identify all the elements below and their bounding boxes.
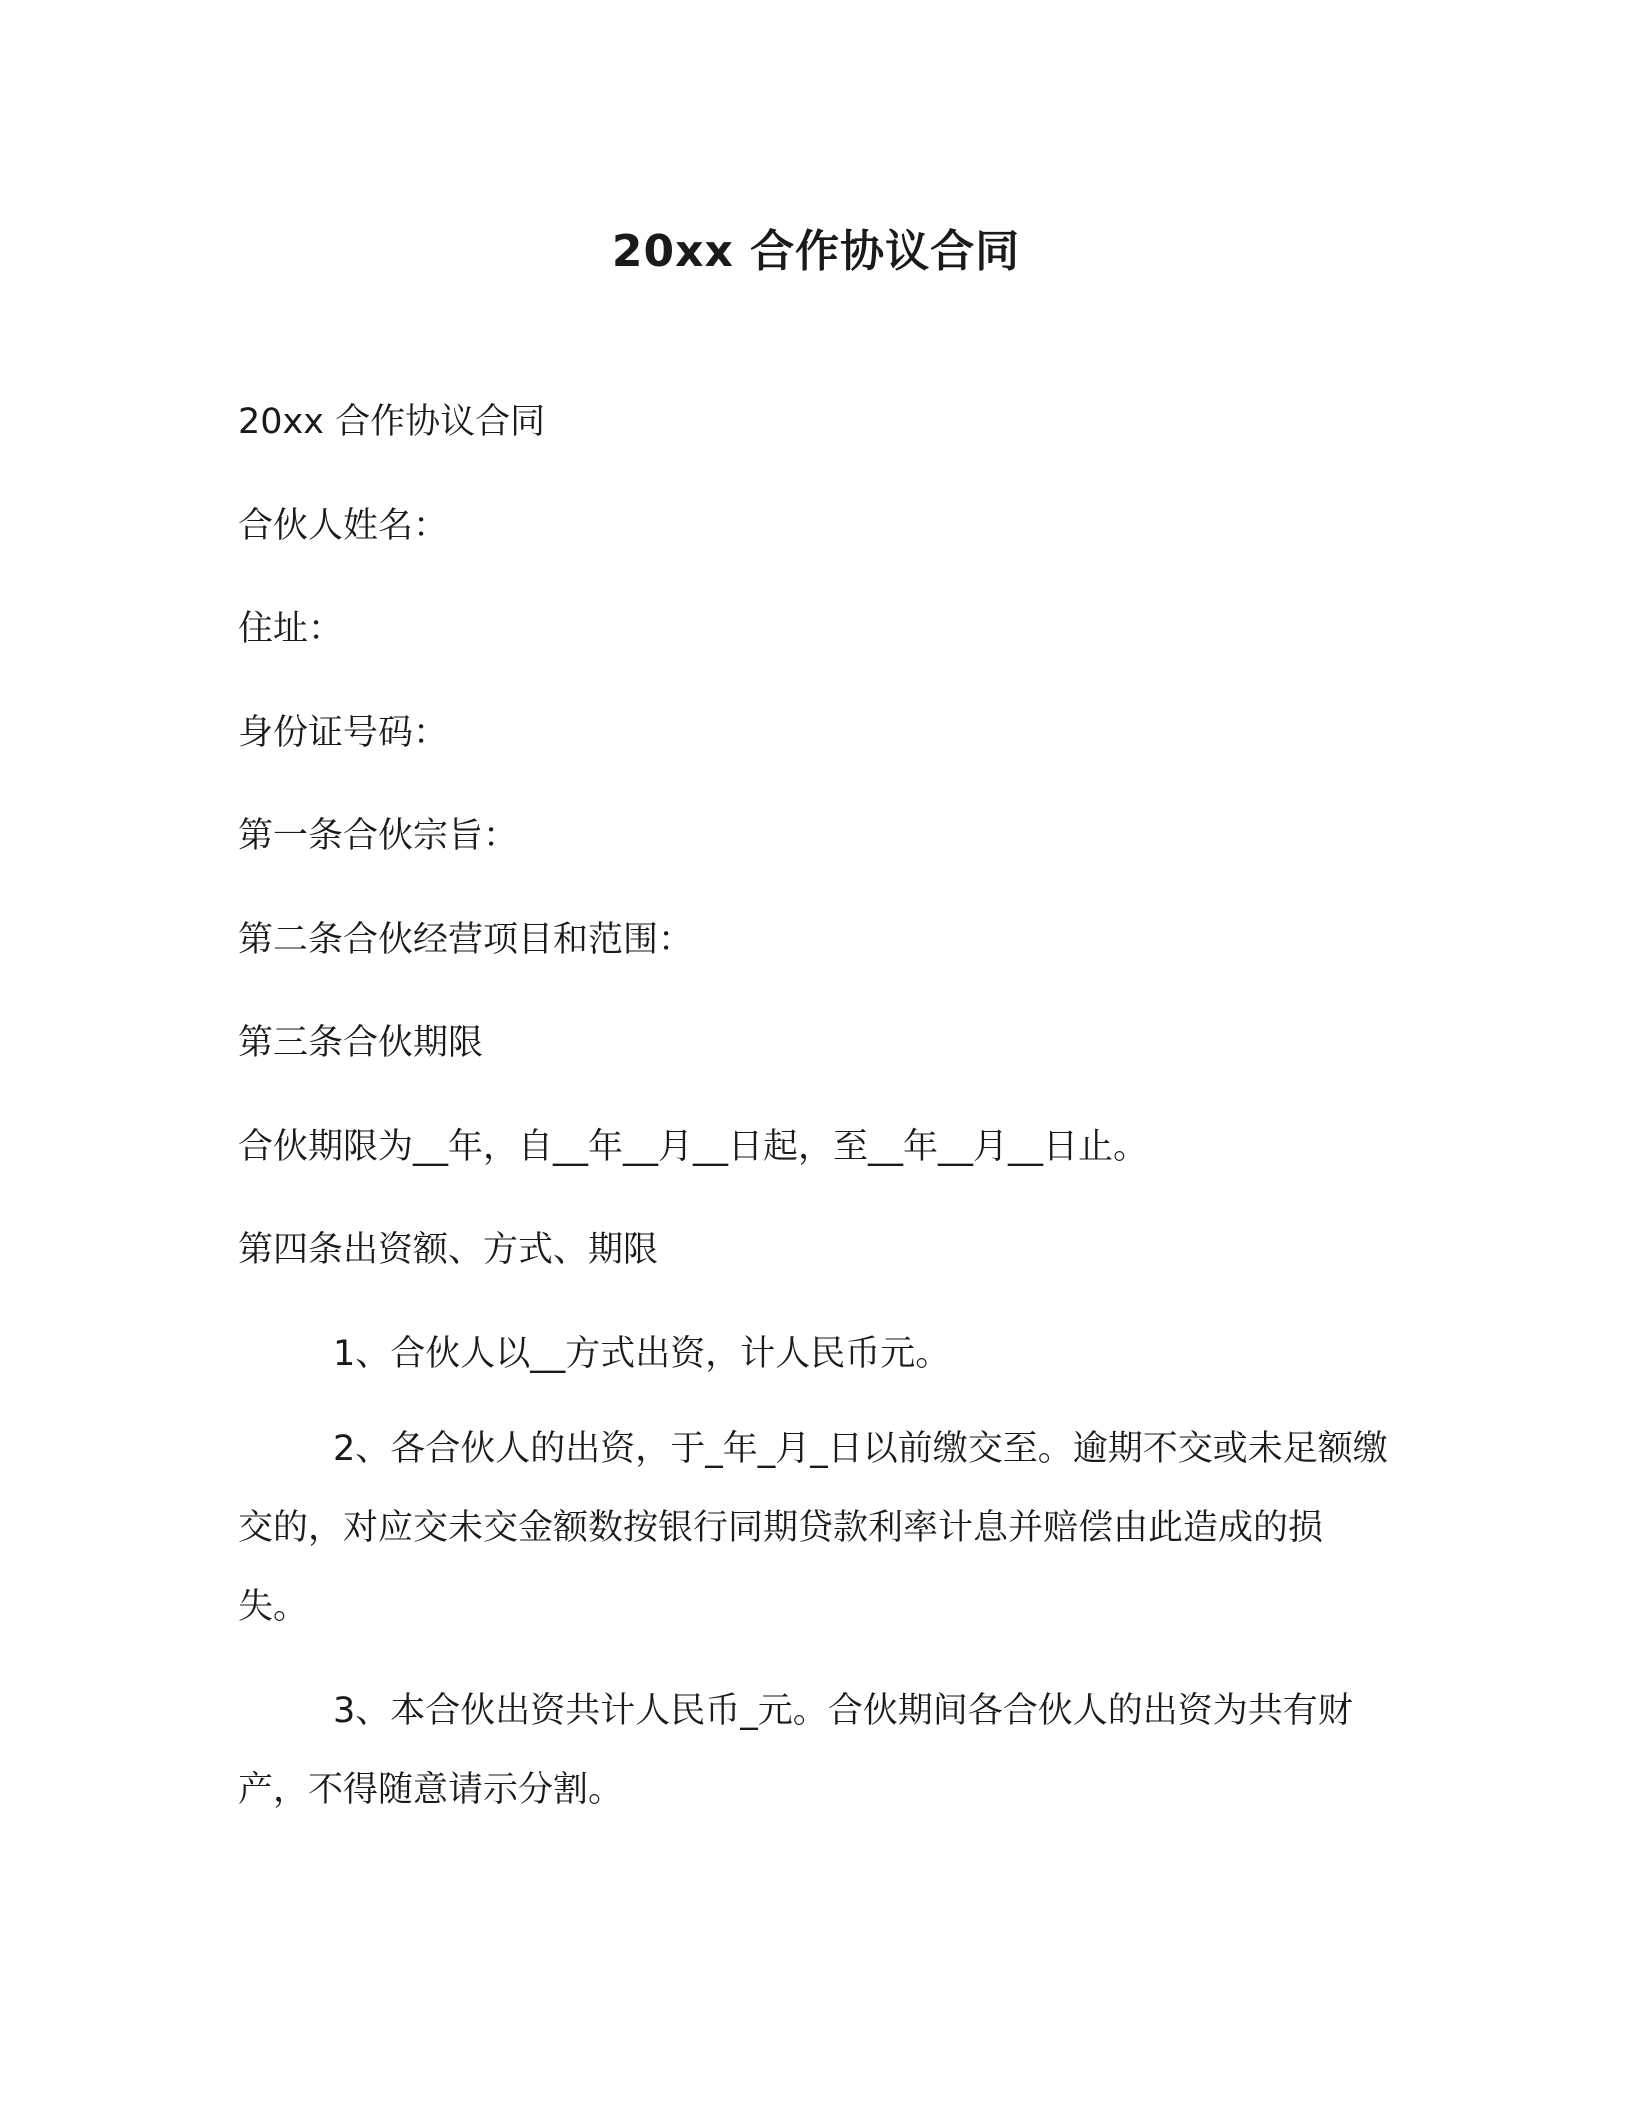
- document-title: 20xx 合作协议合同: [611, 226, 1021, 277]
- term-period-text: 合伙期限为__年，自__年__月__日起，至__年__月__日止。: [238, 1127, 1149, 1167]
- subtitle-line: 20xx 合作协议合同: [238, 402, 546, 442]
- clause-2-text: 2、各合伙人的出资，于_年_月_日以前缴交至。逾期不交或未足额缴交的，对应交未交金额数按银行同期贷款利率计息并赔偿由此造成的损失。: [238, 1429, 1388, 1627]
- partner-name-field: 合伙人姓名：: [238, 506, 449, 546]
- id-number-field: 身份证号码：: [238, 713, 449, 753]
- address-field: 住址：: [238, 609, 344, 649]
- clause-1-text: 1、合伙人以__方式出资，计人民币元。: [333, 1334, 951, 1374]
- article-4-heading: 第四条出资额、方式、期限: [238, 1230, 659, 1270]
- article-2-heading: 第二条合伙经营项目和范围：: [238, 920, 694, 960]
- article-3-heading: 第三条合伙期限: [238, 1023, 484, 1063]
- clause-3-text: 3、本合伙出资共计人民币_元。合伙期间各合伙人的出资为共有财产，不得随意请示分割。: [238, 1691, 1353, 1810]
- article-1-heading: 第一条合伙宗旨：: [238, 816, 519, 856]
